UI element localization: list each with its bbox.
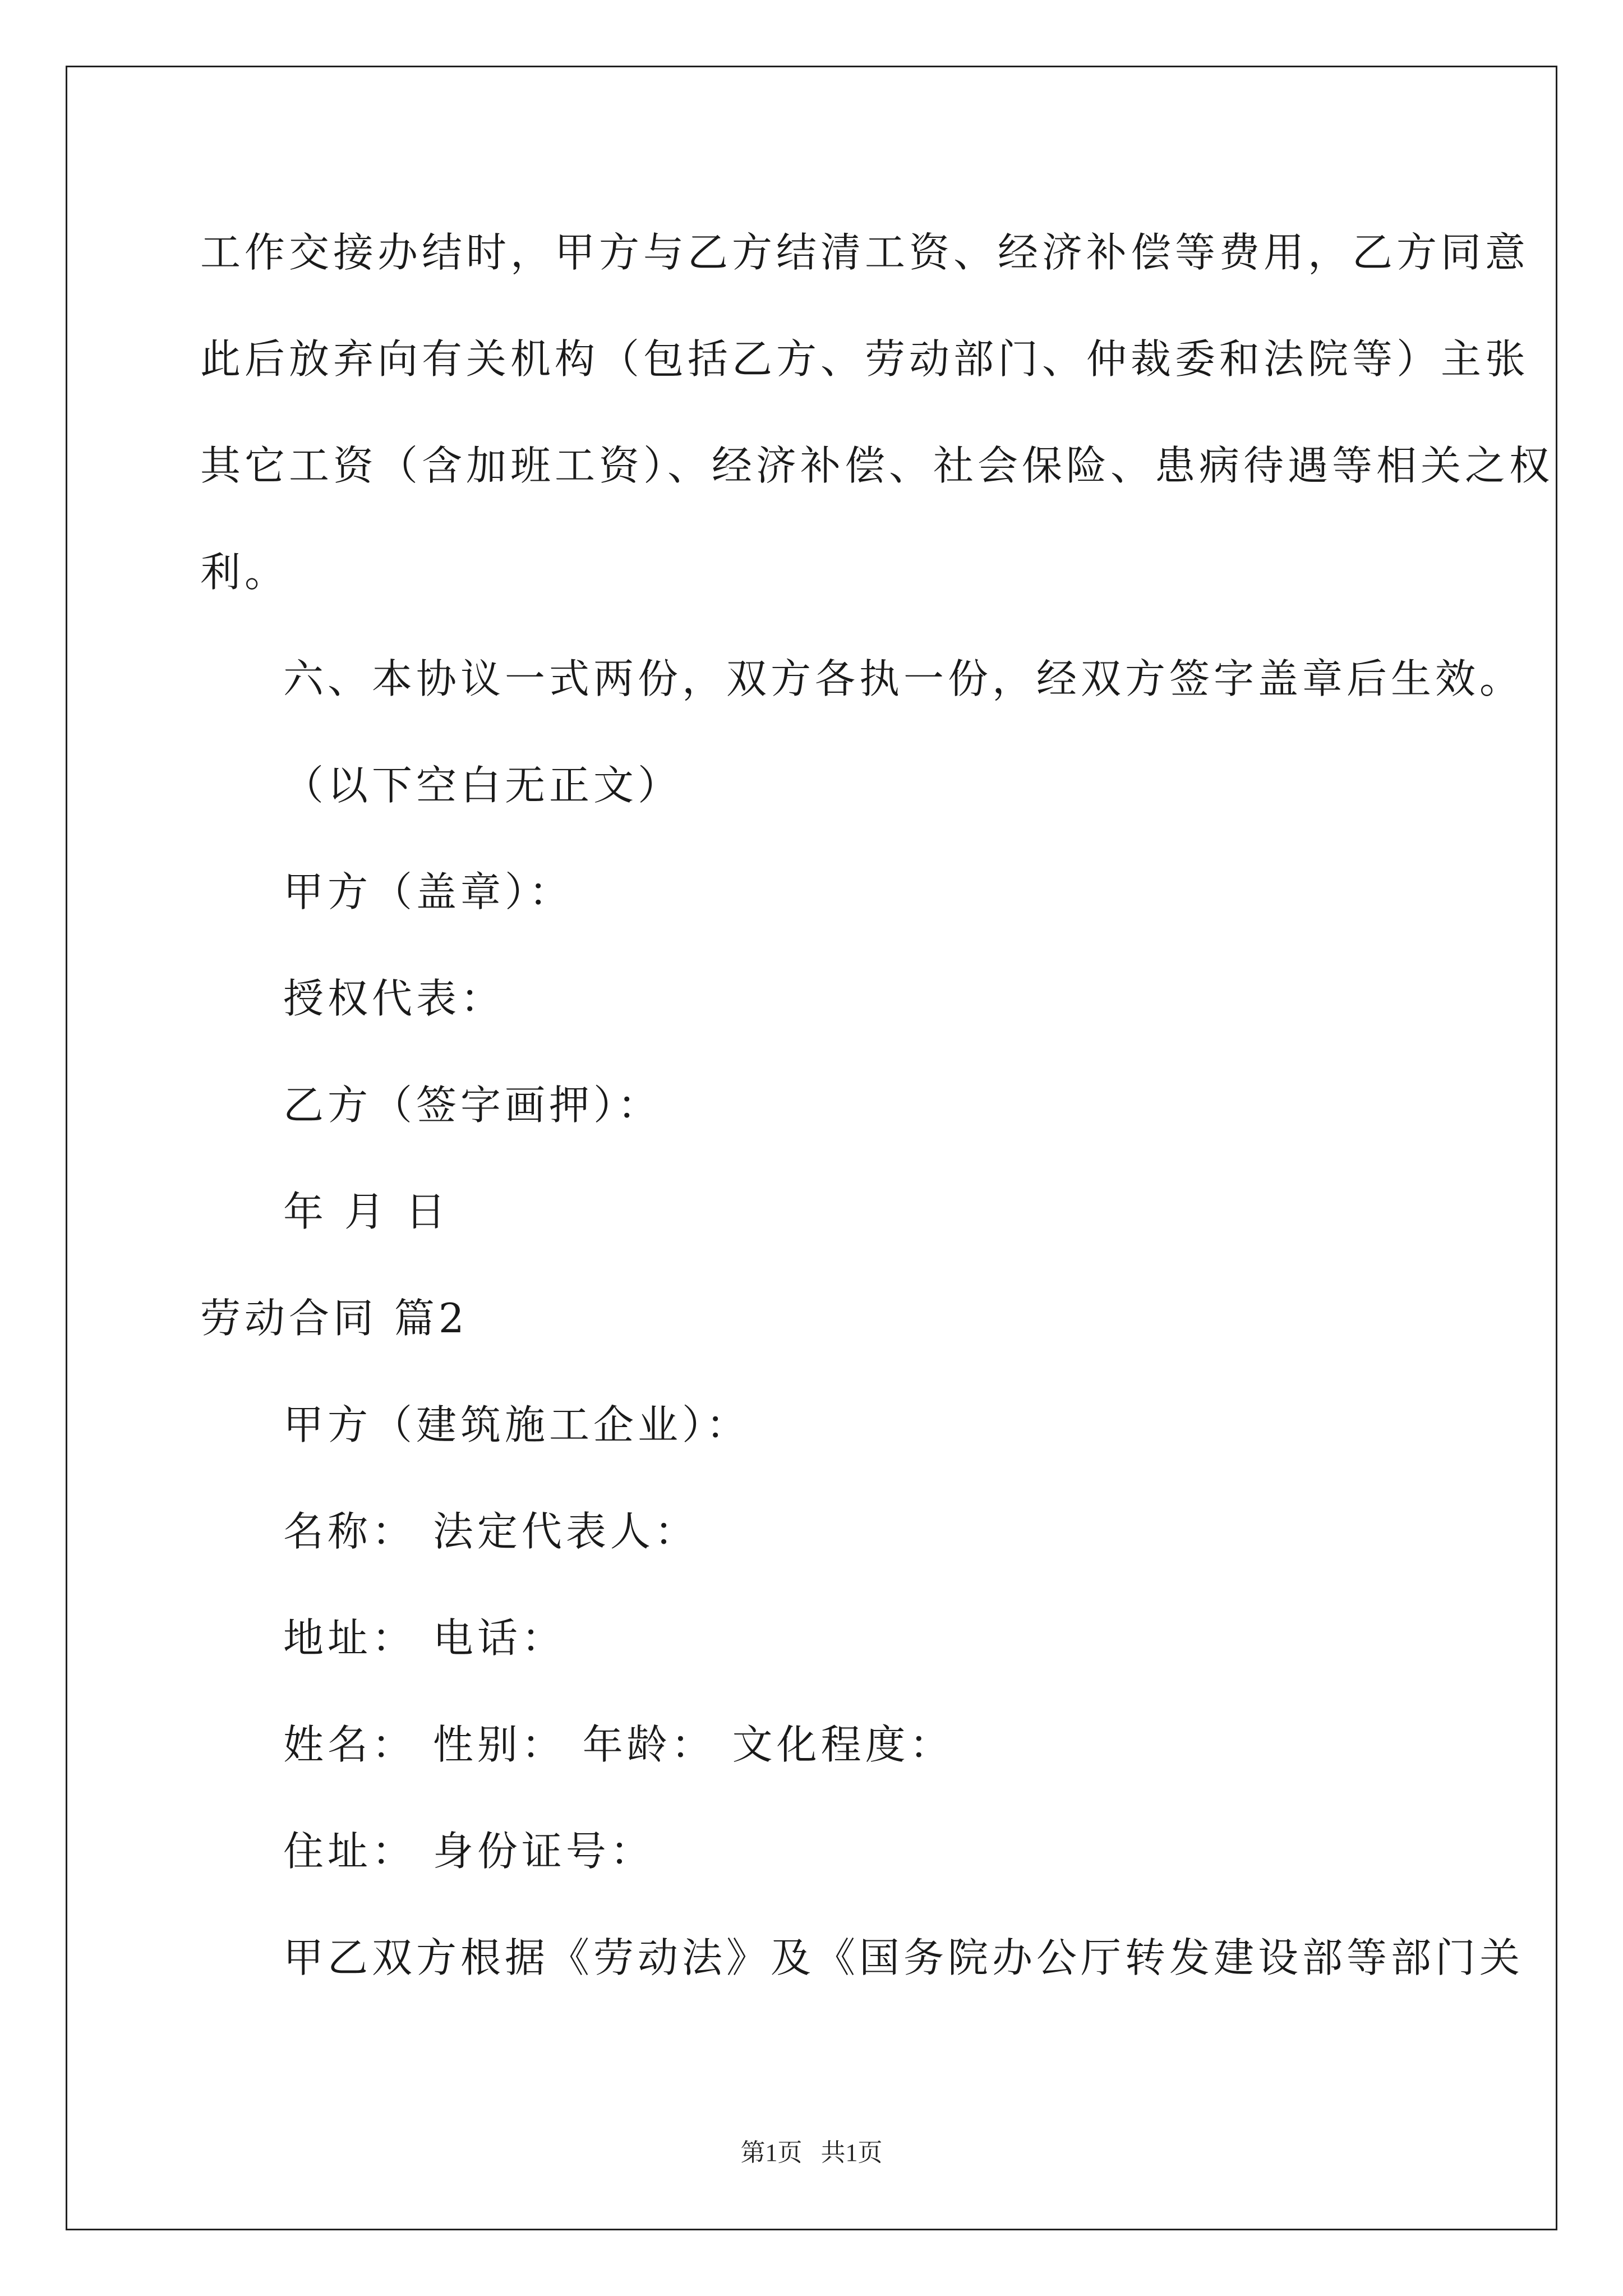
authorized-representative: 授权代表： (283, 975, 505, 1022)
blank-notice: （以下空白无正文） (283, 762, 683, 809)
date-line: 年 月 日 (283, 1188, 450, 1235)
name-representative: 名称： 法定代表人： (283, 1508, 699, 1555)
clause-six: 六、本协议一式两份，双方各执一份，经双方签字盖章后生效。 (283, 655, 1524, 702)
page-number-footer: 第1页 共1页 (740, 2139, 883, 2166)
address-phone: 地址： 电话： (283, 1614, 566, 1662)
page-border (66, 66, 1557, 2230)
paragraph-line: 此后放弃向有关机构（包括乙方、劳动部门、仲裁委和法院等）主张 (200, 335, 1530, 383)
residence-id: 住址： 身份证号： (283, 1828, 654, 1875)
party-a-seal: 甲方（盖章）： (283, 868, 574, 915)
party-b-signature: 乙方（签字画押）： (283, 1082, 662, 1129)
section-heading: 劳动合同 篇2 (200, 1295, 468, 1342)
paragraph-line: 工作交接办结时，甲方与乙方结清工资、经济补偿等费用，乙方同意 (200, 229, 1530, 276)
personal-info: 姓名： 性别： 年龄： 文化程度： (283, 1721, 954, 1768)
party-a-enterprise: 甲方（建筑施工企业）： (283, 1401, 751, 1448)
contract-basis: 甲乙双方根据《劳动法》及《国务院办公厅转发建设部等部门关 (283, 1934, 1524, 1981)
paragraph-line: 利。 (200, 549, 289, 596)
paragraph-line: 其它工资（含加班工资）、经济补偿、社会保险、患病待遇等相关之权 (200, 442, 1554, 489)
